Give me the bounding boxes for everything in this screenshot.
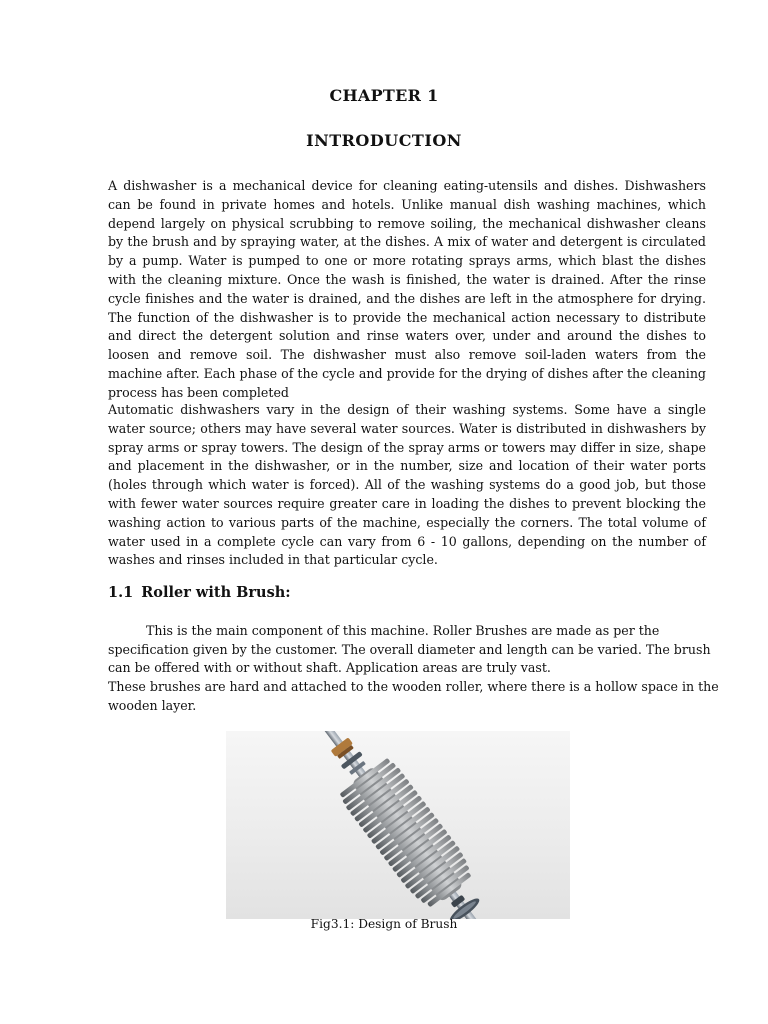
- roller-paragraph-1: This is the main component of this machine. Roller Brushes are made as per the specification given by the customer. The overall diameter and length can be varied. The brush can be offered with or without shaft. Application areas are truly vast.: [108, 623, 711, 676]
- brush-figure: [226, 731, 570, 919]
- intro-paragraph: A dishwasher is a mechanical device for cleaning eating-utensils and dishes. Dishwashers can be found in private homes and hotels. Unlike manual dish washing machines, which depend largely on physical scrubbing to remove soiling, the mechanical dishwasher cleans by the brush and by spraying water, at the dishes. A mix of water and detergent is circulated by a pump. Water is pumped to one or more rotating sprays arms, which blast the dishes with the cleaning mixture. Once the wash is finished, the water is drained. After the rinse cycle finishes and the water is drained, and the dishes are left in the atmosphere for drying. The function of the dishwasher is to provide the mechanical action necessary to distribute and direct the detergent solution and rinse waters over, under and around the dishes to loosen and remove soil. The dishwasher must also remove soil-laden waters from the machine after. Each phase of the cycle and provide for the drying of dishes after the cleaning process has been completed: [108, 178, 706, 400]
- roller-paragraph-2: These brushes are hard and attached to the wooden roller, where there is a hollow space in the wooden layer.: [108, 679, 719, 713]
- brush-illustration: [226, 731, 570, 919]
- chapter-label: CHAPTER 1: [329, 86, 439, 105]
- section-number: 1.1: [108, 584, 134, 601]
- section-title: Roller with Brush:: [141, 584, 291, 601]
- chapter-title: INTRODUCTION: [306, 131, 462, 150]
- section-heading: [108, 584, 291, 601]
- figure-caption: Fig3.1: Design of Brush: [310, 917, 458, 931]
- washing-systems-paragraph: Automatic dishwashers vary in the design of their washing systems. Some have a single water source; others may have several water sources. Water is distributed in dishwashers by spray arms or spray towers. The design of the spray arms or towers may differ in size, shape and placement in the dishwasher, or in the number, size and location of their water ports (holes through which water is forced). All of the washing systems do a good job, but those with fewer water sources require greater care in loading the dishes to prevent blocking the washing action to various parts of the machine, especially the corners. The total volume of water used in a complete cycle can vary from 6 - 10 gallons, depending on the number of washes and rinses included in that particular cycle.: [108, 402, 706, 568]
